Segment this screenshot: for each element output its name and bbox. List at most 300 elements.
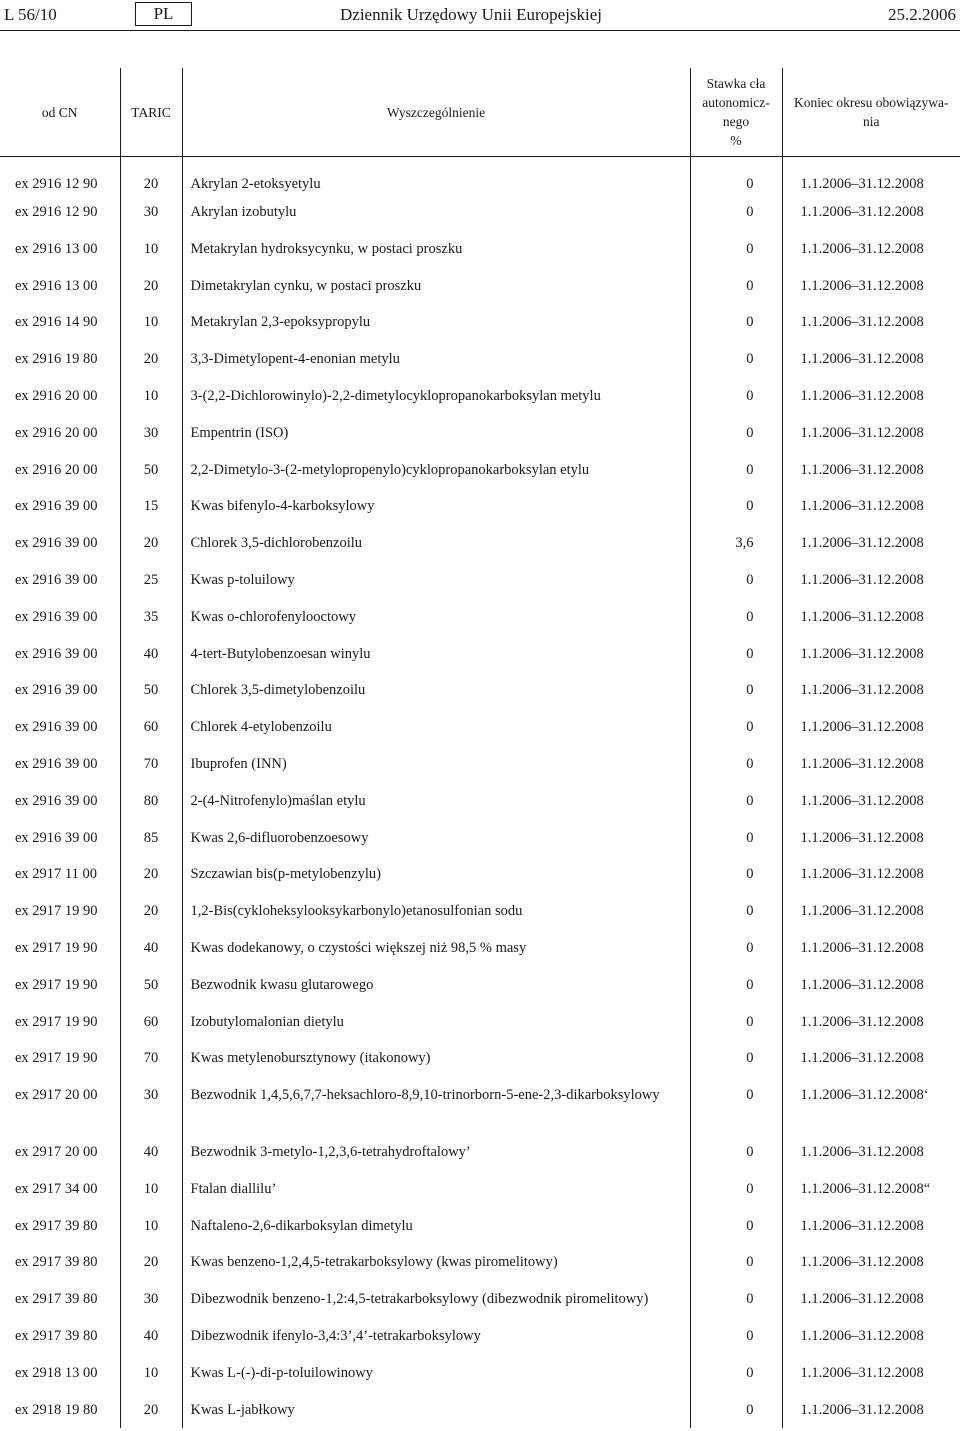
end-date-cell xyxy=(782,636,960,673)
description-cell xyxy=(182,599,690,636)
taric-code-cell-text: 20 xyxy=(143,1254,159,1271)
end-date-cell xyxy=(782,1281,960,1318)
description-cell xyxy=(182,341,690,378)
duty-rate-cell-text: 0 xyxy=(746,719,754,736)
description-cell xyxy=(182,856,690,893)
col-header-rate xyxy=(690,68,782,157)
table-row xyxy=(0,856,960,893)
description-cell-text: Akrylan izobutylu xyxy=(190,204,297,220)
duty-rate-cell xyxy=(690,672,782,709)
duty-rate-cell xyxy=(690,1355,782,1392)
end-date-cell-text: 1.1.2006–31.12.2008 xyxy=(800,755,924,772)
end-date-cell-text: 1.1.2006–31.12.2008 xyxy=(800,204,924,220)
taric-code-cell xyxy=(120,157,182,195)
table-row xyxy=(0,268,960,305)
end-date-cell xyxy=(782,783,960,820)
duty-rate-cell xyxy=(690,1281,782,1318)
table-row xyxy=(0,930,960,967)
duty-rate-cell xyxy=(690,1077,782,1134)
cn-code-cell-text: ex 2917 19 90 xyxy=(15,939,98,956)
cn-code-cell-text: ex 2916 39 00 xyxy=(15,608,98,625)
cn-code-cell xyxy=(0,1171,120,1208)
description-cell xyxy=(182,1244,690,1281)
taric-code-cell xyxy=(120,1355,182,1392)
end-date-cell xyxy=(782,1134,960,1171)
taric-code-cell-text: 20 xyxy=(143,866,159,883)
duty-rate-cell xyxy=(690,746,782,783)
cn-code-cell xyxy=(0,783,120,820)
cn-code-cell-text: ex 2916 20 00 xyxy=(15,387,98,404)
cn-code-cell xyxy=(0,746,120,783)
description-cell xyxy=(182,488,690,525)
taric-code-cell xyxy=(120,1004,182,1041)
duty-rate-cell-text: 0 xyxy=(746,351,754,368)
description-cell xyxy=(182,1040,690,1077)
description-cell-text: 2-(4-Nitrofenylo)maślan etylu xyxy=(190,792,366,809)
taric-code-cell-text: 30 xyxy=(143,204,159,220)
end-date-cell xyxy=(782,304,960,341)
end-date-cell xyxy=(782,157,960,195)
duty-rate-cell xyxy=(690,709,782,746)
taric-code-cell-text: 20 xyxy=(143,351,159,368)
description-cell-text: Kwas metylenobursztynowy (itakonowy) xyxy=(190,1050,431,1067)
duty-rate-cell-text: 0 xyxy=(746,829,754,846)
end-date-cell-text: 1.1.2006–31.12.2008 xyxy=(800,829,924,846)
end-date-cell xyxy=(782,562,960,599)
end-date-cell-text: 1.1.2006–31.12.2008 xyxy=(800,903,924,920)
end-date-cell-text: 1.1.2006–31.12.2008 xyxy=(800,939,924,956)
page-reference: L 56/10 xyxy=(4,5,57,24)
tariff-table xyxy=(0,68,960,1428)
description-cell-text: Kwas benzeno-1,2,4,5-tetrakarboksylowy (kwas piromelitowy) xyxy=(190,1254,558,1271)
duty-rate-cell-text: 0 xyxy=(746,1254,754,1271)
cn-code-cell xyxy=(0,1355,120,1392)
cn-code-cell xyxy=(0,1040,120,1077)
description-cell xyxy=(182,194,690,231)
taric-code-cell-text: 20 xyxy=(143,176,159,192)
table-row xyxy=(0,157,960,195)
description-cell xyxy=(182,1355,690,1392)
table-row xyxy=(0,304,960,341)
table-row xyxy=(0,599,960,636)
end-date-cell-text: 1.1.2006–31.12.2008 xyxy=(800,719,924,736)
description-cell xyxy=(182,525,690,562)
description-cell-text: Empentrin (ISO) xyxy=(190,424,289,441)
end-date-cell xyxy=(782,1171,960,1208)
end-date-cell-text: 1.1.2006–31.12.2008 xyxy=(800,498,924,515)
description-cell xyxy=(182,967,690,1004)
taric-code-cell-text: 40 xyxy=(143,939,159,956)
end-date-cell xyxy=(782,709,960,746)
end-date-cell-text: 1.1.2006–31.12.2008 xyxy=(800,277,924,294)
table-row xyxy=(0,967,960,1004)
table-row xyxy=(0,1355,960,1392)
duty-rate-cell-text: 0 xyxy=(746,682,754,699)
cn-code-cell-text: ex 2916 20 00 xyxy=(15,424,98,441)
duty-rate-cell xyxy=(690,1171,782,1208)
cn-code-cell xyxy=(0,1004,120,1041)
cn-code-cell-text: ex 2917 34 00 xyxy=(15,1180,98,1197)
taric-code-cell xyxy=(120,1392,182,1429)
description-cell xyxy=(182,415,690,452)
duty-rate-cell-text: 0 xyxy=(746,498,754,515)
description-cell xyxy=(182,452,690,489)
duty-rate-cell xyxy=(690,1208,782,1245)
header-rule xyxy=(0,30,960,31)
table-row xyxy=(0,1392,960,1429)
cn-code-cell xyxy=(0,820,120,857)
end-date-cell-text: 1.1.2006–31.12.2008‘ xyxy=(800,1087,929,1104)
description-cell-text: Bezwodnik 3-metylo-1,2,3,6-tetrahydroftalowy’ xyxy=(190,1143,471,1160)
end-date-cell-text: 1.1.2006–31.12.2008 xyxy=(800,461,924,478)
end-date-cell xyxy=(782,1318,960,1355)
taric-code-cell xyxy=(120,231,182,268)
duty-rate-cell xyxy=(690,967,782,1004)
taric-code-cell xyxy=(120,194,182,231)
table-row xyxy=(0,1171,960,1208)
table-row xyxy=(0,672,960,709)
col-header-rate-line1: Stawka cła xyxy=(706,76,766,91)
end-date-cell-text: 1.1.2006–31.12.2008 xyxy=(800,424,924,441)
description-cell xyxy=(182,783,690,820)
taric-code-cell xyxy=(120,562,182,599)
taric-code-cell-text: 10 xyxy=(143,1364,159,1381)
duty-rate-cell-text: 0 xyxy=(746,1291,754,1308)
cn-code-cell xyxy=(0,452,120,489)
cn-code-cell-text: ex 2917 39 80 xyxy=(15,1254,98,1271)
description-cell-text: Kwas dodekanowy, o czystości większej niż 98,5 % masy xyxy=(190,939,527,956)
description-cell-text: Kwas p-toluilowy xyxy=(190,571,295,588)
taric-code-cell-text: 50 xyxy=(143,976,159,993)
duty-rate-cell-text: 0 xyxy=(746,240,754,257)
cn-code-cell-text: ex 2918 13 00 xyxy=(15,1364,98,1381)
duty-rate-cell-text: 0 xyxy=(746,204,754,220)
description-cell-text: Chlorek 3,5-dimetylobenzoilu xyxy=(190,682,366,699)
description-cell-text: Szczawian bis(p-metylobenzylu) xyxy=(190,866,381,883)
end-date-cell xyxy=(782,1208,960,1245)
table-row xyxy=(0,194,960,231)
taric-code-cell-text: 10 xyxy=(143,240,159,257)
description-cell-text: Metakrylan hydroksycynku, w postaci proszku xyxy=(190,240,463,257)
description-cell xyxy=(182,636,690,673)
end-date-cell xyxy=(782,452,960,489)
duty-rate-cell-text: 0 xyxy=(746,1364,754,1381)
taric-code-cell-text: 60 xyxy=(143,1013,159,1030)
cn-code-cell-text: ex 2916 39 00 xyxy=(15,535,98,552)
duty-rate-cell xyxy=(690,1040,782,1077)
end-date-cell-text: 1.1.2006–31.12.2008 xyxy=(800,1013,924,1030)
taric-code-cell xyxy=(120,1134,182,1171)
duty-rate-cell-text: 0 xyxy=(746,1050,754,1067)
taric-code-cell xyxy=(120,856,182,893)
table-row xyxy=(0,1208,960,1245)
taric-code-cell-text: 80 xyxy=(143,792,159,809)
end-date-cell xyxy=(782,893,960,930)
taric-code-cell xyxy=(120,1208,182,1245)
cn-code-cell xyxy=(0,1392,120,1429)
cn-code-cell xyxy=(0,1318,120,1355)
taric-code-cell-text: 35 xyxy=(143,608,159,625)
description-cell xyxy=(182,231,690,268)
end-date-cell xyxy=(782,378,960,415)
end-date-cell-text: 1.1.2006–31.12.2008 xyxy=(800,314,924,331)
end-date-cell-text: 1.1.2006–31.12.2008 xyxy=(800,1364,924,1381)
duty-rate-cell-text: 0 xyxy=(746,387,754,404)
description-cell xyxy=(182,1077,690,1134)
duty-rate-cell-text: 0 xyxy=(746,571,754,588)
cn-code-cell xyxy=(0,304,120,341)
duty-rate-cell-text: 0 xyxy=(746,608,754,625)
end-date-cell-text: 1.1.2006–31.12.2008 xyxy=(800,866,924,883)
description-cell xyxy=(182,893,690,930)
taric-code-cell-text: 40 xyxy=(143,1327,159,1344)
taric-code-cell xyxy=(120,636,182,673)
cn-code-cell-text: ex 2917 19 90 xyxy=(15,1050,98,1067)
cn-code-cell xyxy=(0,636,120,673)
cn-code-cell-text: ex 2916 39 00 xyxy=(15,719,98,736)
end-date-cell xyxy=(782,1392,960,1429)
taric-code-cell-text: 30 xyxy=(143,424,159,441)
taric-code-cell xyxy=(120,378,182,415)
cn-code-cell-text: ex 2917 39 80 xyxy=(15,1217,98,1234)
taric-code-cell xyxy=(120,268,182,305)
cn-code-cell-text: ex 2916 39 00 xyxy=(15,571,98,588)
cn-code-cell-text: ex 2916 39 00 xyxy=(15,792,98,809)
cn-code-cell-text: ex 2916 12 90 xyxy=(15,176,98,192)
duty-rate-cell-text: 0 xyxy=(746,176,754,192)
duty-rate-cell xyxy=(690,820,782,857)
end-date-cell-text: 1.1.2006–31.12.2008 xyxy=(800,645,924,662)
end-date-cell xyxy=(782,268,960,305)
duty-rate-cell xyxy=(690,893,782,930)
end-date-cell-text: 1.1.2006–31.12.2008 xyxy=(800,682,924,699)
duty-rate-cell xyxy=(690,783,782,820)
description-cell-text: Kwas L-jabłkowy xyxy=(190,1401,295,1418)
table-row xyxy=(0,562,960,599)
cn-code-cell xyxy=(0,893,120,930)
duty-rate-cell xyxy=(690,599,782,636)
cn-code-cell xyxy=(0,415,120,452)
duty-rate-cell-text: 0 xyxy=(746,939,754,956)
cn-code-cell-text: ex 2917 39 80 xyxy=(15,1327,98,1344)
end-date-cell-text: 1.1.2006–31.12.2008 xyxy=(800,608,924,625)
description-cell xyxy=(182,268,690,305)
end-date-cell-text: 1.1.2006–31.12.2008 xyxy=(800,1291,924,1308)
end-date-cell xyxy=(782,930,960,967)
cn-code-cell-text: ex 2918 19 80 xyxy=(15,1401,98,1418)
table-row xyxy=(0,820,960,857)
description-cell-text: 4-tert-Butylobenzoesan winylu xyxy=(190,645,371,662)
duty-rate-cell xyxy=(690,488,782,525)
end-date-cell-text: 1.1.2006–31.12.2008 xyxy=(800,976,924,993)
end-date-cell-text: 1.1.2006–31.12.2008 xyxy=(800,1327,924,1344)
end-date-cell-text: 1.1.2006–31.12.2008 xyxy=(800,1217,924,1234)
taric-code-cell-text: 10 xyxy=(143,387,159,404)
taric-code-cell-text: 10 xyxy=(143,314,159,331)
duty-rate-cell-text: 0 xyxy=(746,1180,754,1197)
cn-code-cell-text: ex 2917 11 00 xyxy=(15,866,98,883)
end-date-cell xyxy=(782,967,960,1004)
taric-code-cell xyxy=(120,1318,182,1355)
end-date-cell xyxy=(782,525,960,562)
cn-code-cell xyxy=(0,1134,120,1171)
taric-code-cell xyxy=(120,341,182,378)
description-cell-text: Kwas o-chlorofenylooctowy xyxy=(190,608,356,625)
taric-code-cell xyxy=(120,599,182,636)
taric-code-cell-text: 20 xyxy=(143,535,159,552)
cn-code-cell-text: ex 2916 12 90 xyxy=(15,204,98,220)
cn-code-cell xyxy=(0,525,120,562)
duty-rate-cell xyxy=(690,231,782,268)
cn-code-cell-text: ex 2916 13 00 xyxy=(15,240,98,257)
description-cell-text: 3-(2,2-Dichlorowinylo)-2,2-dimetylocyklopropanokarboksylan metylu xyxy=(190,387,601,404)
duty-rate-cell-text: 0 xyxy=(746,903,754,920)
cn-code-cell-text: ex 2916 39 00 xyxy=(15,829,98,846)
taric-code-cell xyxy=(120,783,182,820)
col-header-rate-line2: autonomicz- xyxy=(702,95,770,110)
cn-code-cell-text: ex 2916 39 00 xyxy=(15,645,98,662)
duty-rate-cell-text: 0 xyxy=(746,1401,754,1418)
taric-code-cell-text: 50 xyxy=(143,461,159,478)
duty-rate-cell-text: 0 xyxy=(746,424,754,441)
description-cell-text: 2,2-Dimetylo-3-(2-metylopropenylo)cyklopropanokarboksylan etylu xyxy=(190,461,590,478)
duty-rate-cell-text: 0 xyxy=(746,277,754,294)
end-date-cell-text: 1.1.2006–31.12.2008 xyxy=(800,1254,924,1271)
duty-rate-cell xyxy=(690,415,782,452)
description-cell-text: Kwas L-(-)-di-p-toluilowinowy xyxy=(190,1364,373,1381)
taric-code-cell xyxy=(120,672,182,709)
end-date-cell-text: 1.1.2006–31.12.2008 xyxy=(800,535,924,552)
taric-code-cell-text: 30 xyxy=(143,1087,159,1104)
table-row xyxy=(0,525,960,562)
col-header-cn: od CN xyxy=(0,68,120,157)
description-cell-text: Akrylan 2-etoksyetylu xyxy=(190,176,321,192)
table-row xyxy=(0,1077,960,1134)
duty-rate-cell xyxy=(690,157,782,195)
cn-code-cell xyxy=(0,194,120,231)
duty-rate-cell-text: 0 xyxy=(746,1013,754,1030)
cn-code-cell xyxy=(0,672,120,709)
description-cell xyxy=(182,820,690,857)
cn-code-cell xyxy=(0,967,120,1004)
end-date-cell xyxy=(782,599,960,636)
description-cell-text: Ibuprofen (INN) xyxy=(190,755,287,772)
description-cell-text: Bezwodnik kwasu glutarowego xyxy=(190,976,374,993)
taric-code-cell-text: 25 xyxy=(143,571,159,588)
table-row xyxy=(0,636,960,673)
description-cell-text: Dibezwodnik benzeno-1,2:4,5-tetrakarboksylowy (dibezwodnik piromelitowy) xyxy=(190,1291,649,1308)
taric-code-cell-text: 20 xyxy=(143,903,159,920)
end-date-cell-text: 1.1.2006–31.12.2008 xyxy=(800,1401,924,1418)
duty-rate-cell xyxy=(690,304,782,341)
taric-code-cell-text: 15 xyxy=(143,498,159,515)
cn-code-cell xyxy=(0,562,120,599)
end-date-cell xyxy=(782,1040,960,1077)
cn-code-cell-text: ex 2916 20 00 xyxy=(15,461,98,478)
table-body xyxy=(0,157,960,1429)
duty-rate-cell-text: 0 xyxy=(746,461,754,478)
duty-rate-cell xyxy=(690,1318,782,1355)
end-date-cell xyxy=(782,488,960,525)
end-date-cell-text: 1.1.2006–31.12.2008 xyxy=(800,792,924,809)
cn-code-cell-text: ex 2916 19 80 xyxy=(15,351,98,368)
duty-rate-cell-text: 0 xyxy=(746,1327,754,1344)
description-cell xyxy=(182,1208,690,1245)
description-cell-text: Kwas 2,6-difluorobenzoesowy xyxy=(190,829,369,846)
taric-code-cell xyxy=(120,893,182,930)
cn-code-cell xyxy=(0,1208,120,1245)
end-date-cell xyxy=(782,672,960,709)
col-header-end-date xyxy=(782,68,960,157)
description-cell-text: Bezwodnik 1,4,5,6,7,7-heksachloro-8,9,10-trinorborn-5-ene-2,3-dikarboksylowy xyxy=(190,1087,660,1104)
cn-code-cell-text: ex 2916 13 00 xyxy=(15,277,98,294)
taric-code-cell xyxy=(120,709,182,746)
taric-code-cell xyxy=(120,525,182,562)
table-row xyxy=(0,1134,960,1171)
taric-code-cell xyxy=(120,1077,182,1134)
table-row xyxy=(0,378,960,415)
taric-code-cell xyxy=(120,820,182,857)
duty-rate-cell-text: 0 xyxy=(746,314,754,331)
description-cell-text: Izobutylomalonian dietylu xyxy=(190,1013,344,1030)
description-cell-text: Dimetakrylan cynku, w postaci proszku xyxy=(190,277,422,294)
description-cell xyxy=(182,1171,690,1208)
col-header-end-line2: nia xyxy=(863,114,880,129)
duty-rate-cell-text: 0 xyxy=(746,866,754,883)
cn-code-cell xyxy=(0,378,120,415)
taric-code-cell xyxy=(120,746,182,783)
end-date-cell xyxy=(782,231,960,268)
taric-code-cell xyxy=(120,488,182,525)
description-cell xyxy=(182,157,690,195)
taric-code-cell xyxy=(120,1281,182,1318)
description-cell xyxy=(182,378,690,415)
taric-code-cell-text: 20 xyxy=(143,277,159,294)
cn-code-cell xyxy=(0,268,120,305)
cn-code-cell xyxy=(0,856,120,893)
cn-code-cell xyxy=(0,599,120,636)
end-date-cell xyxy=(782,820,960,857)
end-date-cell-text: 1.1.2006–31.12.2008 xyxy=(800,1050,924,1067)
duty-rate-cell-text: 0 xyxy=(746,645,754,662)
end-date-cell xyxy=(782,194,960,231)
taric-code-cell xyxy=(120,1171,182,1208)
cn-code-cell xyxy=(0,157,120,195)
taric-code-cell xyxy=(120,452,182,489)
duty-rate-cell xyxy=(690,452,782,489)
table-row xyxy=(0,452,960,489)
cn-code-cell-text: ex 2917 20 00 xyxy=(15,1087,98,1104)
duty-rate-cell xyxy=(690,1392,782,1429)
cn-code-cell xyxy=(0,709,120,746)
cn-code-cell-text: ex 2917 19 90 xyxy=(15,903,98,920)
cn-code-cell-text: ex 2917 19 90 xyxy=(15,1013,98,1030)
col-header-rate-line3: nego xyxy=(722,114,750,129)
description-cell-text: Ftalan diallilu’ xyxy=(190,1180,277,1197)
duty-rate-cell xyxy=(690,636,782,673)
description-cell xyxy=(182,930,690,967)
end-date-cell xyxy=(782,1077,960,1134)
journal-title: Dziennik Urzędowy Unii Europejskiej xyxy=(340,5,603,24)
table-row xyxy=(0,1281,960,1318)
cn-code-cell xyxy=(0,1077,120,1134)
description-cell-text: Naftaleno-2,6-dikarboksylan dimetylu xyxy=(190,1217,413,1234)
cn-code-cell xyxy=(0,341,120,378)
description-cell-text: Dibezwodnik ifenylo-3,4:3’,4’-tetrakarboksylowy xyxy=(190,1327,481,1344)
duty-rate-cell-text: 0 xyxy=(746,755,754,772)
cn-code-cell xyxy=(0,1244,120,1281)
taric-code-cell-text: 40 xyxy=(143,1143,159,1160)
